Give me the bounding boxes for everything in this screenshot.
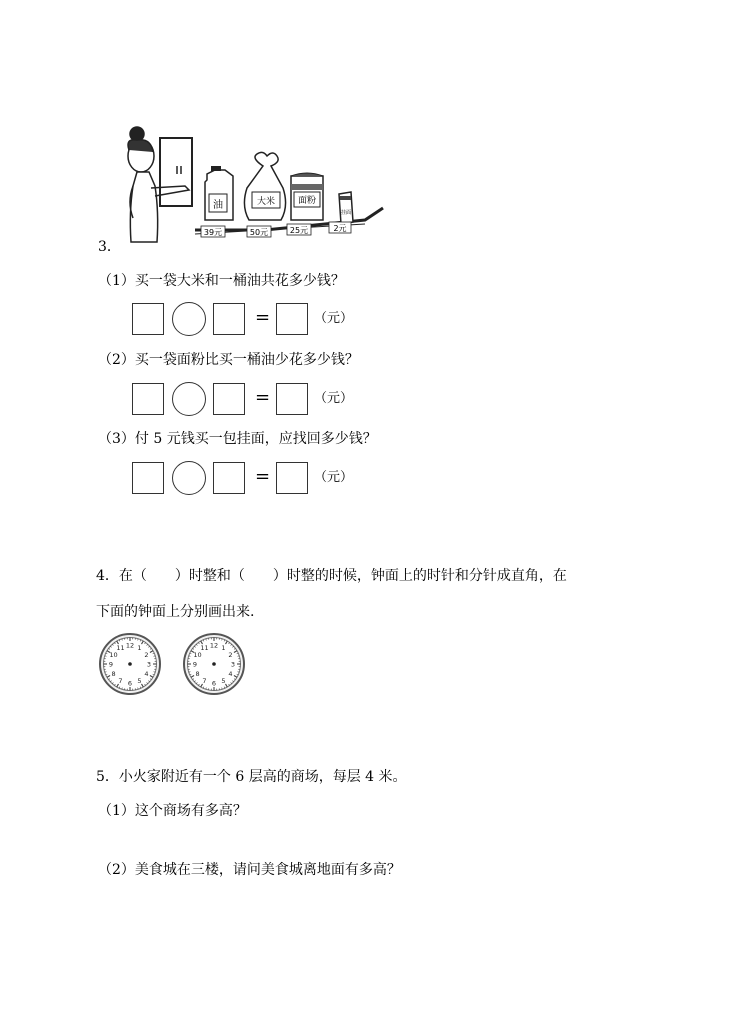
svg-text:2: 2 [144, 651, 149, 659]
svg-text:9: 9 [108, 660, 114, 669]
operator-circle[interactable] [172, 382, 206, 416]
svg-text:10: 10 [109, 651, 118, 659]
q3-part3-text: （3）付 5 元钱买一包挂面，应找回多少钱？ [98, 431, 377, 447]
noodle-pack-icon [339, 192, 353, 224]
unit-label: （元） [314, 311, 354, 326]
unit-label: （元） [314, 391, 354, 406]
svg-text:5: 5 [221, 676, 226, 685]
svg-text:11: 11 [116, 644, 125, 653]
svg-text:9: 9 [192, 660, 198, 669]
svg-text:8: 8 [195, 670, 200, 678]
q4-line1: 4．在（ ）时整和（ ）时整的时候，钟面上的时针和分针成直角，在 [96, 568, 567, 584]
q5-part1: （1）这个商场有多高？ [98, 803, 247, 819]
shop-illustration [115, 122, 390, 247]
label-flour: 面粉 [297, 196, 317, 206]
svg-text:5: 5 [137, 676, 142, 685]
svg-text:3: 3 [230, 660, 236, 669]
svg-text:12: 12 [209, 641, 219, 650]
answer-box[interactable] [132, 383, 164, 415]
price-flour: 25元 [289, 226, 309, 235]
price-noodles: 2元 [333, 224, 347, 233]
svg-text:4: 4 [228, 670, 233, 678]
label-oil: 油 [213, 200, 223, 211]
answer-box[interactable] [213, 303, 245, 335]
svg-text:7: 7 [118, 676, 123, 685]
answer-box[interactable] [132, 462, 164, 494]
svg-text:6: 6 [127, 679, 133, 688]
q3-number: 3． [98, 239, 121, 255]
svg-text:11: 11 [200, 644, 209, 653]
result-box[interactable] [276, 462, 308, 494]
equals-sign: = [255, 307, 271, 328]
equals-sign: = [255, 466, 271, 487]
svg-text:4: 4 [144, 670, 149, 678]
q3-part1-text: （1）买一袋大米和一桶油共花多少钱？ [98, 273, 345, 289]
svg-text:1: 1 [137, 644, 142, 653]
clock-face-icon[interactable] [182, 632, 246, 696]
svg-text:3: 3 [146, 660, 152, 669]
svg-text:2: 2 [228, 651, 233, 659]
svg-text:10: 10 [193, 651, 202, 659]
q4-line2: 下面的钟面上分别画出来. [96, 604, 255, 620]
equals-sign: = [255, 387, 271, 408]
clock-face-icon[interactable] [98, 632, 162, 696]
answer-box[interactable] [132, 303, 164, 335]
rice-bag-icon [244, 152, 285, 220]
q5-line1: 5．小火家附近有一个 6 层高的商场，每层 4 米。 [96, 769, 407, 785]
svg-text:6: 6 [211, 679, 217, 688]
svg-text:7: 7 [202, 676, 207, 685]
price-rice: 50元 [249, 228, 269, 237]
answer-box[interactable] [213, 462, 245, 494]
svg-text:12: 12 [125, 641, 135, 650]
svg-text:8: 8 [111, 670, 116, 678]
q3-part2-text: （2）买一袋面粉比买一桶油少花多少钱？ [98, 352, 359, 368]
answer-box[interactable] [213, 383, 245, 415]
svg-text:1: 1 [221, 644, 226, 653]
result-box[interactable] [276, 303, 308, 335]
label-rice: 大米 [256, 197, 276, 207]
q5-part2: （2）美食城在三楼，请问美食城离地面有多高？ [98, 862, 401, 878]
label-noodles: 挂面 [340, 210, 352, 216]
oil-jug-icon [205, 166, 233, 220]
shopkeeper-figure [128, 127, 189, 242]
unit-label: （元） [314, 470, 354, 485]
result-box[interactable] [276, 383, 308, 415]
price-oil: 39元 [203, 228, 223, 237]
operator-circle[interactable] [172, 461, 206, 495]
operator-circle[interactable] [172, 302, 206, 336]
